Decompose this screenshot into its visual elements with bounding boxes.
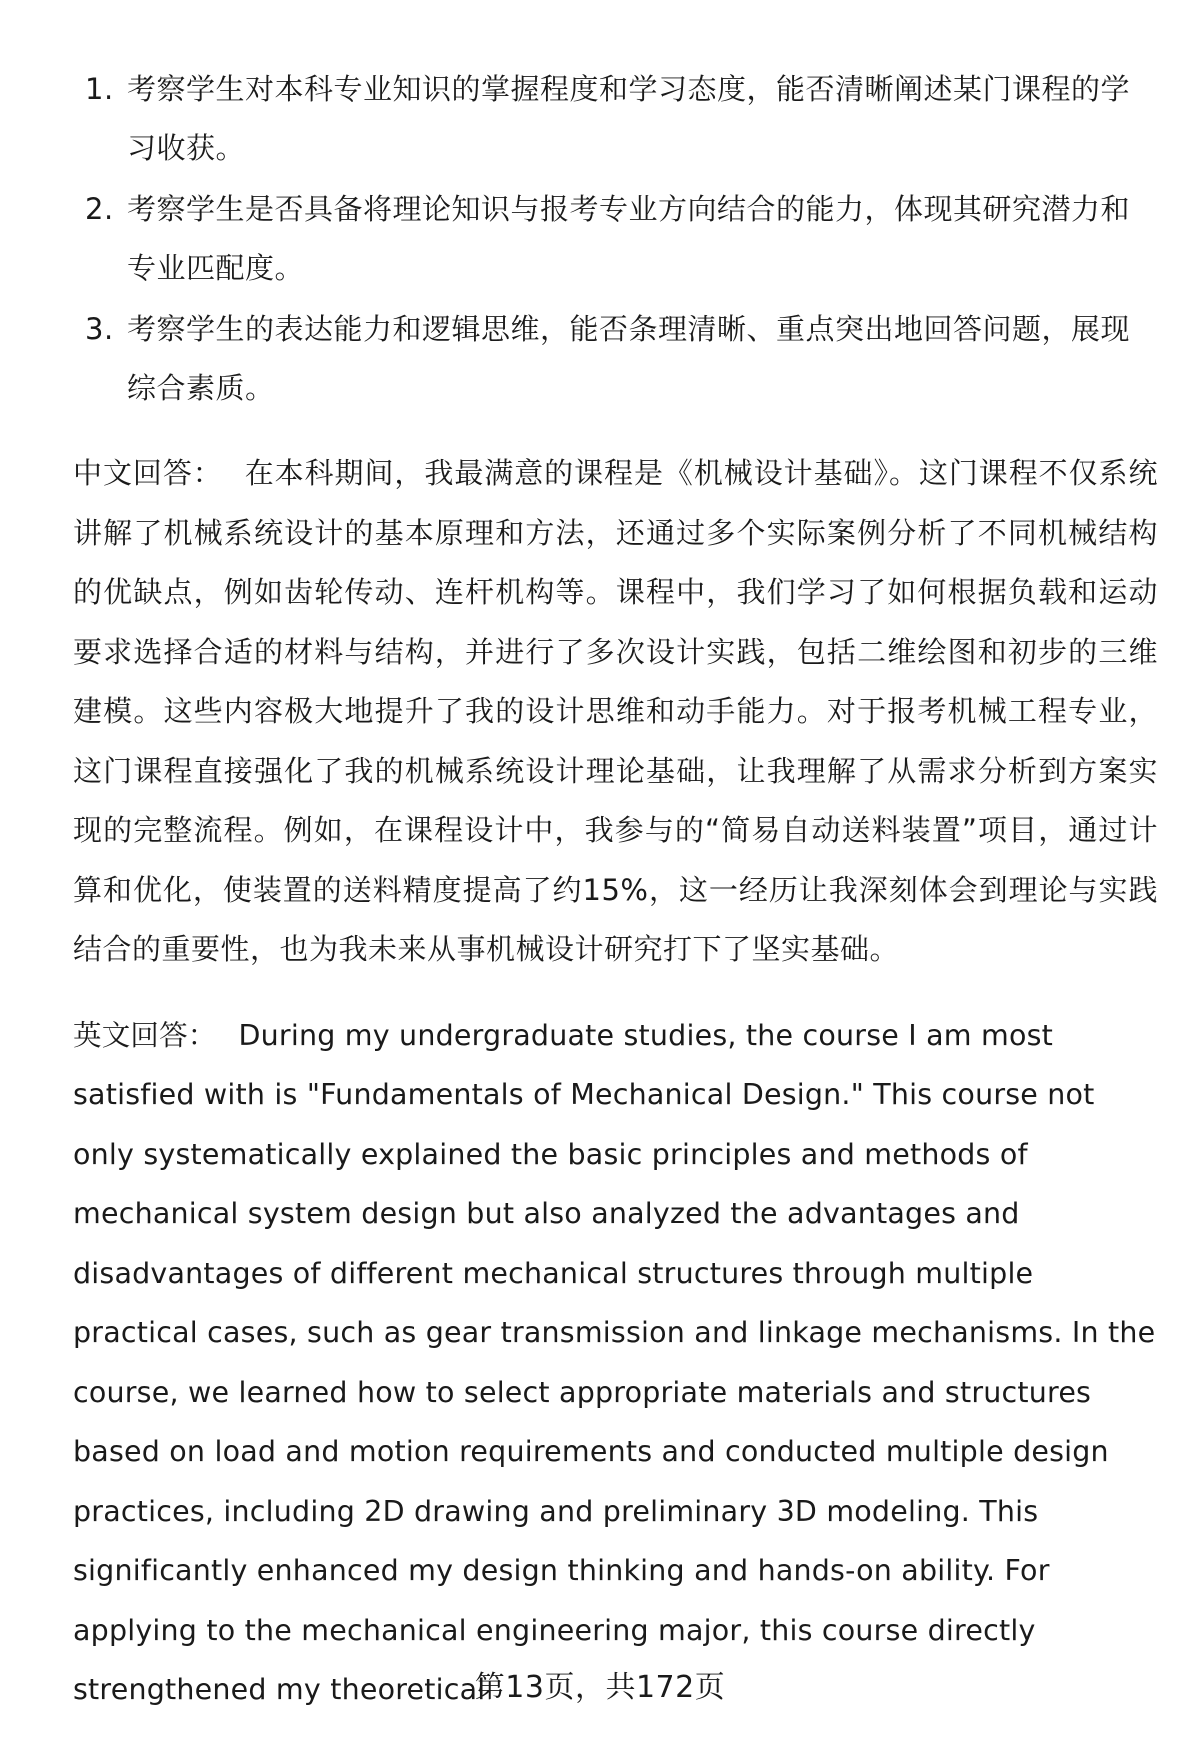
list-item-number: 1. [85, 72, 114, 106]
list-item-text: 考察学生是否具备将理论知识与报考专业方向结合的能力，体现其研究潜力和专业匹配度。 [127, 192, 1131, 285]
chinese-answer-text: 在本科期间，我最满意的课程是《机械设计基础》。这门课程不仅系统讲解了机械系统设计的基本原理和方法，还通过多个实际案例分析了不同机械结构的优缺点，例如齿轮传动、连杆机构等。课程中，我们学习了如何根据负载和运动要求选择合适的材料与结构，并进行了多次设计实践，包括二维绘图和初步的三维建模。这些内容极大地提升了我的设计思维和动手能力。对于报考机械工程专业，这门课程直接强化了我的机械系统设计理论基础，让我理解了从需求分析到方案实现的完整流程。例如，在课程设计中，我参与的“简易自动送料装置”项目，通过计算和优化，使装置的送料精度提高了约15%，这一经历让我深刻体会到理论与实践结合的重要性，也为我未来从事机械设计研究打下了坚实基础。 [73, 456, 1158, 966]
chinese-answer-label: 中文回答： [73, 456, 223, 490]
page-number-footer: 第13页，共172页 [474, 1670, 726, 1705]
list-item-number: 3. [85, 312, 114, 346]
chinese-answer-paragraph [73, 444, 1158, 980]
list-item-text: 考察学生对本科专业知识的掌握程度和学习态度，能否清晰阐述某门课程的学习收获。 [127, 72, 1131, 165]
assessment-points-list [73, 60, 1158, 418]
list-item-text: 考察学生的表达能力和逻辑思维，能否条理清晰、重点突出地回答问题，展现综合素质。 [127, 312, 1131, 405]
list-item [73, 60, 1158, 178]
english-answer-text: During my undergraduate studies, the course I am most satisfied with is "Fundamentals of Mechanical Design." This course not only systematically explained the basic principles and methods of mechanical system design but also analyzed the advantages and disadvantages of different mechanical structures through multiple practical cases, such as gear transmission and linkage mechanisms. In the course, we learned how to select appropriate materials and structures based on load and motion requirements and conducted multiple design practices, including 2D drawing and preliminary 3D modeling. This significantly enhanced my design thinking and hands-on ability. For applying to the mechanical engineering major, this course directly strengthened my theoretical [73, 1018, 1156, 1706]
page-content [73, 60, 1158, 1720]
list-item-number: 2. [85, 192, 114, 226]
list-item [73, 180, 1158, 298]
list-item [73, 300, 1158, 418]
english-answer-label: 英文回答： [73, 1018, 217, 1052]
english-answer-paragraph [73, 1006, 1158, 1720]
